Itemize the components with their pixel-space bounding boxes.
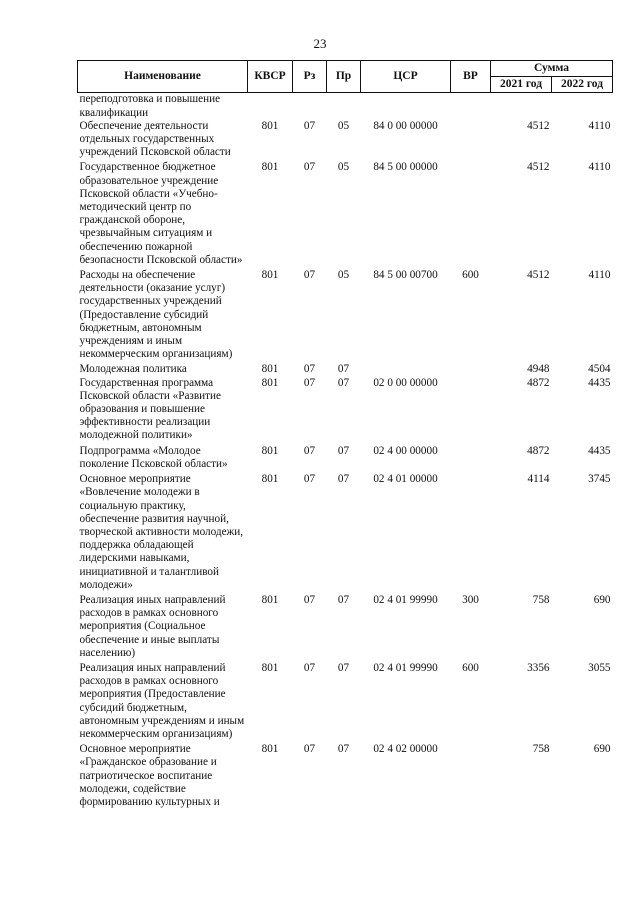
header-kvsr: КВСР	[248, 61, 293, 93]
header-vr: ВР	[451, 61, 491, 93]
row-pr: 05	[337, 269, 350, 282]
row-sum-2022: 3745	[588, 473, 611, 486]
header-year-2022: 2022 год	[552, 77, 613, 93]
table-row	[78, 363, 613, 376]
row-csr: 02 4 02 00000	[373, 743, 438, 756]
row-sum-2021: 4872	[527, 444, 550, 457]
row-rz: 07	[303, 473, 316, 486]
row-kvsr: 801	[261, 269, 279, 282]
row-kvsr: 801	[261, 376, 279, 389]
row-name: Основное мероприятие «Вовлечение молодежи в социальную практику, обеспечение развития научной, творческой активности молодежи, поддержка обладающей лидерскими навыками, инициативной и талантливой молодежи»	[79, 473, 244, 591]
row-vr	[451, 120, 491, 162]
row-sum-2022: 4435	[588, 444, 611, 457]
row-rz	[293, 93, 327, 120]
table-row	[78, 473, 613, 594]
row-sum-2021: 4948	[527, 363, 550, 376]
table-header	[78, 61, 613, 93]
row-csr	[361, 363, 451, 376]
row-sum-2021: 758	[532, 743, 550, 756]
row-sum-2021: 4872	[527, 376, 550, 389]
row-sum-2022: 4110	[588, 269, 611, 282]
header-name: Наименование	[78, 61, 248, 93]
header-pr: Пр	[327, 61, 361, 93]
row-rz: 07	[303, 119, 316, 132]
row-sum-2021: 4114	[527, 473, 550, 486]
row-sum-2021: 758	[532, 593, 550, 606]
row-pr: 07	[337, 593, 350, 606]
row-sum-2021: 4512	[527, 161, 550, 174]
row-sum-2022: 4110	[588, 161, 611, 174]
row-vr	[451, 93, 491, 120]
row-csr: 02 4 01 00000	[373, 473, 438, 486]
row-sum-2022: 4504	[588, 363, 611, 376]
row-pr: 05	[337, 161, 350, 174]
row-vr	[451, 161, 491, 269]
row-kvsr: 801	[261, 363, 279, 376]
row-name: Реализация иных направлений расходов в рамках основного мероприятия (Социальное обеспечение и иные выплаты населению)	[79, 593, 226, 659]
row-kvsr: 801	[261, 661, 279, 674]
row-pr: 07	[337, 661, 350, 674]
table-row	[78, 269, 613, 363]
row-name: Государственное бюджетное образовательное учреждение Псковской области «Учебно-методический центр по гражданской обороне, чрезвычайным ситуациям и обеспечению пожарной безопасности Псковской области»	[79, 161, 243, 266]
row-pr	[327, 93, 361, 120]
row-vr	[451, 743, 491, 811]
row-sum-2022: 3055	[588, 661, 611, 674]
budget-table	[77, 60, 613, 811]
table-row	[78, 120, 613, 162]
row-rz: 07	[303, 743, 316, 756]
row-vr	[451, 445, 491, 473]
row-pr: 07	[337, 444, 350, 457]
row-kvsr: 801	[261, 119, 279, 132]
row-vr	[451, 377, 491, 445]
row-name: Основное мероприятие «Гражданское образование и патриотическое воспитание молодежи, содействие формированию культурных и	[79, 743, 220, 808]
row-name: Обеспечение деятельности отдельных государственных учреждений Псковской области	[79, 119, 231, 159]
page-number: 23	[313, 36, 327, 51]
row-sum-2021: 3356	[527, 661, 550, 674]
table-row	[78, 594, 613, 662]
header-rz: Рз	[293, 61, 327, 93]
row-csr: 84 0 00 00000	[373, 119, 438, 132]
table-row	[78, 161, 613, 269]
row-pr: 07	[337, 376, 350, 389]
table-row	[78, 662, 613, 743]
row-pr: 07	[337, 743, 350, 756]
row-csr: 02 4 00 00000	[373, 444, 438, 457]
row-kvsr	[248, 93, 293, 120]
row-name: переподготовка и повышение квалификации	[79, 93, 221, 119]
row-sum-2022: 690	[593, 743, 611, 756]
row-rz: 07	[303, 444, 316, 457]
row-rz: 07	[303, 661, 316, 674]
row-sum-2022	[552, 93, 613, 120]
row-pr: 07	[337, 363, 350, 376]
row-kvsr: 801	[261, 743, 279, 756]
row-name: Молодежная политика	[79, 363, 187, 376]
row-csr	[361, 93, 451, 120]
row-kvsr: 801	[261, 161, 279, 174]
table-row	[78, 445, 613, 473]
row-vr: 300	[462, 593, 479, 606]
row-sum-2021: 4512	[527, 269, 550, 282]
table-row	[78, 377, 613, 445]
header-csr: ЦСР	[361, 61, 451, 93]
row-sum-2021: 4512	[527, 119, 550, 132]
row-kvsr: 801	[261, 444, 279, 457]
row-pr: 07	[337, 473, 350, 486]
row-csr: 02 0 00 00000	[373, 376, 438, 389]
table-body	[78, 93, 613, 811]
row-rz: 07	[303, 269, 316, 282]
row-sum-2022: 4435	[588, 376, 611, 389]
table-row	[78, 743, 613, 811]
row-name: Реализация иных направлений расходов в рамках основного мероприятия (Предоставление субсидий бюджетным, автономным учреждениям и иным некоммерческим организациям)	[79, 661, 245, 740]
row-sum-2021	[491, 93, 552, 120]
row-kvsr: 801	[261, 593, 279, 606]
row-rz: 07	[303, 593, 316, 606]
row-rz: 07	[303, 161, 316, 174]
header-sum: Сумма	[491, 61, 613, 77]
row-vr	[451, 363, 491, 376]
row-sum-2022: 690	[593, 593, 611, 606]
row-kvsr: 801	[261, 473, 279, 486]
table-row	[78, 93, 613, 120]
row-name: Государственная программа Псковской области «Развитие образования и повышение эффективности реализации молодежной политики»	[79, 376, 221, 442]
row-vr	[451, 473, 491, 594]
row-rz: 07	[303, 376, 316, 389]
header-year-2021: 2021 год	[491, 77, 552, 93]
row-csr: 84 5 00 00000	[373, 161, 438, 174]
row-pr: 05	[337, 119, 350, 132]
row-vr: 600	[462, 661, 479, 674]
row-rz: 07	[303, 363, 316, 376]
row-csr: 84 5 00 00700	[373, 269, 438, 282]
row-name: Расходы на обеспечение деятельности (оказание услуг) государственных учреждений (Предоставление субсидий бюджетным, автономным учреждениям и иным некоммерческим организациям)	[79, 269, 233, 361]
row-sum-2022: 4110	[588, 119, 611, 132]
row-csr: 02 4 01 99990	[373, 593, 438, 606]
row-vr: 600	[462, 269, 479, 282]
row-csr: 02 4 01 99990	[373, 661, 438, 674]
row-name: Подпрограмма «Молодое поколение Псковской области»	[79, 444, 228, 470]
